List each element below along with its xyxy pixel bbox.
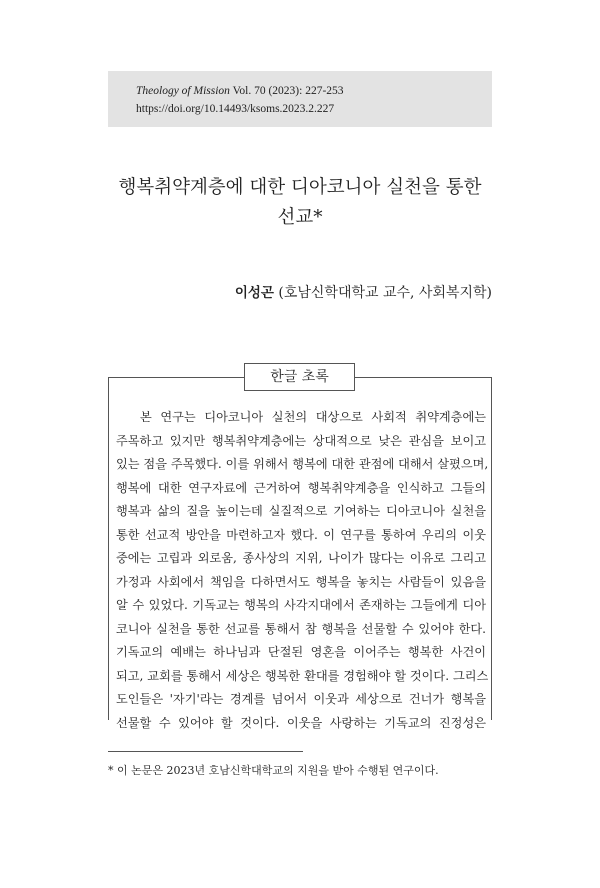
abstract-line: 주목하고 있지만 행복취약계층에는 상대적으로 낮은 관심을 보이고 <box>116 433 486 448</box>
abstract-line: 본 연구는 디아코니아 실천의 대상으로 사회적 취약계층에는 <box>140 410 486 424</box>
journal-name: Theology of Mission <box>136 85 230 97</box>
volume-pages: Vol. 70 (2023): 227-253 <box>229 85 344 97</box>
abstract-line: 선물할 수 있어야 할 것이다. 이웃을 사랑하는 기독교의 진정성은 <box>116 715 486 730</box>
abstract-line: 코니아 실천을 통한 선교를 통해서 참 행복을 선물할 수 있어야 한다. <box>116 621 486 636</box>
footnote: * 이 논문은 2023년 호남신학대학교의 지원을 받아 수행된 연구이다. <box>108 764 439 777</box>
abstract-line: 행복과 삶의 질을 높이는데 실질적으로 기여하는 디아코니아 실천을 <box>116 504 486 518</box>
author-affiliation: (호남신학대학교 교수, 사회복지학) <box>273 285 492 301</box>
abstract-line: 통한 선교적 방안을 마련하고자 했다. 이 연구를 통하여 우리의 이웃 <box>116 527 486 542</box>
abstract-line: 되고, 교회를 통해서 세상은 행복한 환대를 경험해야 할 것이다. 그리스 <box>116 668 489 683</box>
paper-title-line-2: 선교* <box>277 207 323 228</box>
citation-header <box>108 71 492 127</box>
abstract-line: 가정과 사회에서 책임을 다하면서도 행복을 놓치는 사람들이 있음을 <box>116 574 486 589</box>
abstract-line: 중에는 고립과 외로움, 종사상의 지위, 나이가 많다는 이유로 그리고 <box>116 551 486 565</box>
abstract-line: 도인들은 '자기'라는 경계를 넘어서 이웃과 세상으로 건너가 행복을 <box>116 692 486 706</box>
abstract-label: 한글 초록 <box>244 363 355 391</box>
footnote-divider <box>108 751 303 752</box>
abstract-line: 행복에 대한 연구자료에 근거하여 행복취약계층을 인식하고 그들의 <box>116 480 486 495</box>
paper-title-line-1: 행복취약계층에 대한 디아코니아 실천을 통한 <box>118 177 482 198</box>
abstract-line: 기독교의 예배는 하나님과 단절된 영혼을 이어주는 행복한 사건이 <box>116 645 486 659</box>
abstract-line: 알 수 있었다. 기독교는 행복의 사각지대에서 존재하는 그들에게 디아 <box>116 598 486 612</box>
doi-link[interactable]: https://doi.org/10.14493/ksoms.2023.2.227 <box>136 103 335 115</box>
abstract-body <box>116 406 489 735</box>
author-name: 이성곤 <box>234 285 274 301</box>
journal-citation <box>136 83 344 99</box>
abstract-line: 있는 점을 주목했다. 이를 위해서 행복에 대한 관점에 대해서 살폈으며, <box>116 457 489 471</box>
author-line <box>235 283 492 303</box>
